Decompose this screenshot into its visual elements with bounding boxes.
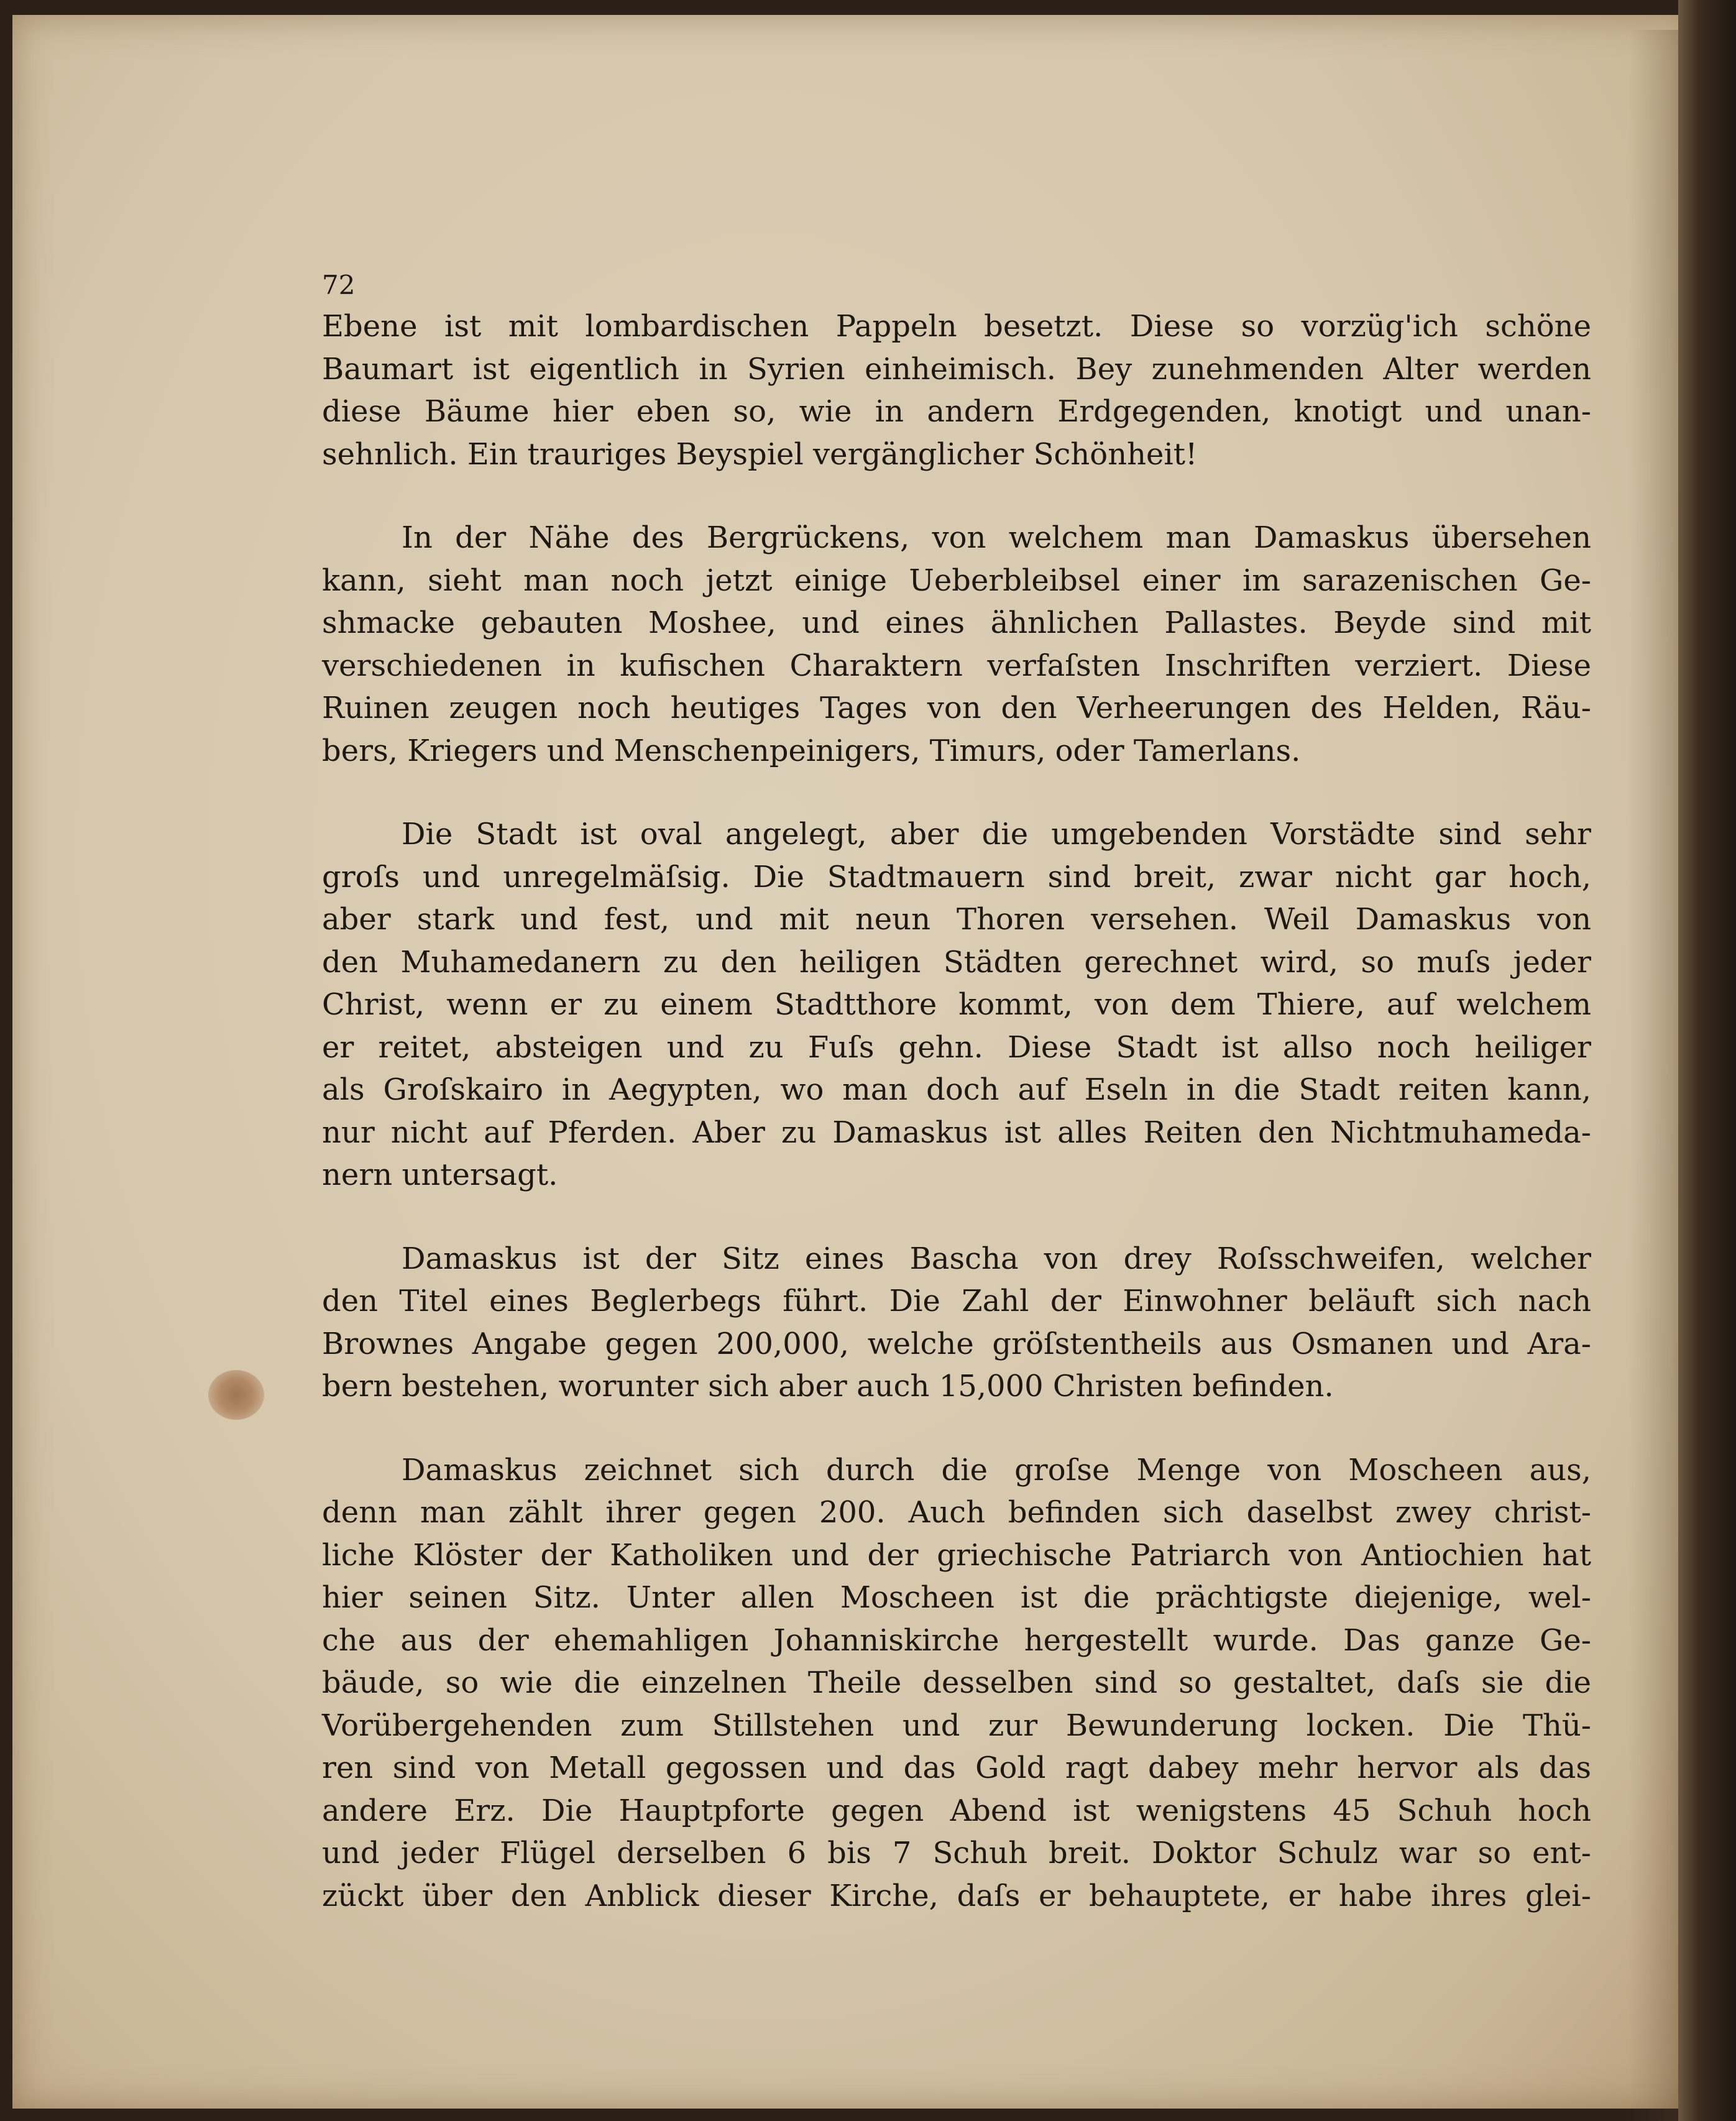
text-line: andere Erz. Die Hauptpforte gegen Abend ist wenigstens 45 Schuh hoch xyxy=(322,1793,1591,1828)
text-line: shmacke gebauten Moshee, und eines ähnlichen Pallastes. Beyde sind mit xyxy=(322,605,1591,640)
paper-stain xyxy=(208,1370,264,1420)
text-line: verschiedenen in kufischen Charaktern verfaſsten Inschriften verziert. Diese xyxy=(322,648,1591,683)
text-line: groſs und unregelmäſsig. Die Stadtmauern sind breit, zwar nicht gar hoch, xyxy=(322,859,1591,895)
text-line: aber stark und fest, und mit neun Thoren versehen. Weil Damaskus von xyxy=(322,902,1591,937)
text-line: zückt über den Anblick dieser Kirche, daſs er behauptete, er habe ihres glei- xyxy=(322,1878,1591,1913)
paragraph-5 xyxy=(322,1449,1591,1918)
text-line: Ebene ist mit lombardischen Pappeln besetzt. Diese so vorzüg'ich schöne xyxy=(322,309,1591,344)
text-line: sehnlich. Ein trauriges Beyspiel vergänglicher Schönheit! xyxy=(322,436,1198,472)
text-line: er reitet, absteigen und zu Fuſs gehn. Diese Stadt ist allso noch heiliger xyxy=(322,1029,1591,1065)
page-number: 72 xyxy=(322,270,356,300)
paragraph-2 xyxy=(322,517,1591,772)
text-line: kann, sieht man noch jetzt einige Ueberbleibsel einer im sarazenischen Ge- xyxy=(322,563,1591,598)
text-line: Damaskus ist der Sitz eines Bascha von drey Roſsschweifen, welcher xyxy=(402,1241,1591,1276)
text-line: denn man zählt ihrer gegen 200. Auch befinden sich daselbst zwey christ- xyxy=(322,1495,1591,1530)
text-line: ren sind von Metall gegossen und das Gold ragt dabey mehr hervor als das xyxy=(322,1751,1591,1785)
text-line: Ruinen zeugen noch heutiges Tages von den Verheerungen des Helden, Räu- xyxy=(322,691,1591,725)
paragraph-4 xyxy=(322,1238,1591,1408)
paragraph-1 xyxy=(322,305,1591,476)
text-line: als Groſskairo in Aegypten, wo man doch auf Eseln in die Stadt reiten kann, xyxy=(322,1072,1591,1107)
text-line: den Muhamedanern zu den heiligen Städten gerechnet wird, so muſs jeder xyxy=(322,944,1591,980)
paper-sheet xyxy=(12,15,1691,2109)
text-line: nern untersagt. xyxy=(322,1157,558,1192)
text-line: In der Nähe des Bergrückens, von welchem man Damaskus übersehen xyxy=(402,520,1591,555)
paragraph-3 xyxy=(322,813,1591,1197)
text-line: und jeder Flügel derselben 6 bis 7 Schuh breit. Doktor Schulz war so ent- xyxy=(322,1836,1591,1870)
text-line: Christ, wenn er zu einem Stadtthore kommt, von dem Thiere, auf welchem xyxy=(322,987,1591,1022)
text-line: Damaskus zeichnet sich durch die groſse Menge von Moscheen aus, xyxy=(402,1452,1591,1488)
text-block xyxy=(322,267,1591,1958)
text-line: Die Stadt ist oval angelegt, aber die umgebenden Vorstädte sind sehr xyxy=(402,817,1591,852)
text-line: nur nicht auf Pferden. Aber zu Damaskus ist alles Reiten den Nichtmuhameda- xyxy=(322,1115,1591,1150)
text-line: bers, Kriegers und Menschenpeinigers, Timurs, oder Tamerlans. xyxy=(322,733,1301,768)
text-line: hier seinen Sitz. Unter allen Moscheen ist die prächtigste diejenige, wel- xyxy=(322,1580,1591,1615)
text-line: bäude, so wie die einzelnen Theile desselben sind so gestaltet, daſs sie die xyxy=(322,1665,1591,1700)
text-line: liche Klöster der Katholiken und der griechische Patriarch von Antiochien hat xyxy=(322,1537,1591,1573)
text-line: che aus der ehemahligen Johanniskirche hergestellt wurde. Das ganze Ge- xyxy=(322,1622,1591,1658)
text-line: Vorübergehenden zum Stillstehen und zur Bewunderung locken. Die Thü- xyxy=(322,1708,1591,1743)
text-line: Brownes Angabe gegen 200,000, welche gröſstentheils aus Osmanen und Ara- xyxy=(322,1326,1591,1361)
book-gutter xyxy=(1678,0,1736,2121)
text-line: Baumart ist eigentlich in Syrien einheimisch. Bey zunehmenden Alter werden xyxy=(322,351,1591,387)
text-line: diese Bäume hier eben so, wie in andern Erdgegenden, knotigt und unan- xyxy=(322,394,1591,429)
text-line: den Titel eines Beglerbegs führt. Die Zahl der Einwohner beläuft sich nach xyxy=(322,1284,1591,1318)
text-line: bern bestehen, worunter sich aber auch 15,000 Christen befinden. xyxy=(322,1369,1334,1404)
